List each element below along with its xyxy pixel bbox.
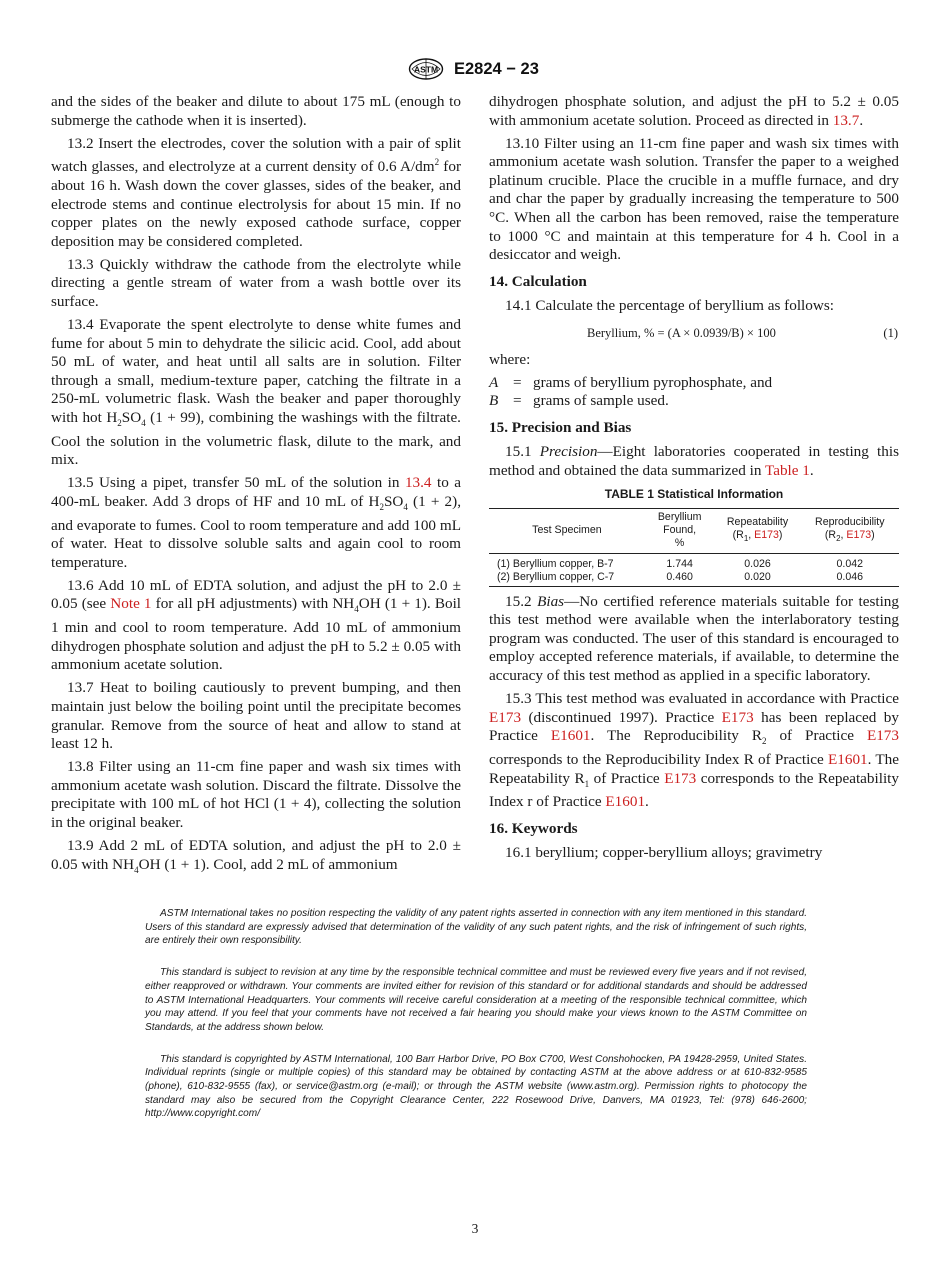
column-header-reproducibility: Reproducibility ($R_2$, E173)	[801, 508, 899, 553]
link-e173[interactable]: E173	[664, 769, 697, 787]
table-row	[489, 553, 899, 571]
table-row	[489, 571, 899, 587]
table-title: TABLE 1 Statistical Information	[604, 487, 784, 502]
paragraph-14-1: 14.1 Calculate the percentage of beryllium as follows:	[505, 297, 834, 315]
paragraph-13-9-continued: dihydrogen phosphate solution, and adjust the pH to 5.2 ± 0.05 with ammonium acetate solution. Proceed as directed in 13.7.	[489, 93, 899, 129]
equation-text: Beryllium, % = (A × 0.0939/B) × 100	[587, 325, 776, 340]
patent-notice: ASTM International takes no position respecting the validity of any patent rights asserted in connection with any item mentioned in this standard. Users of this standard are expressly advised that determination of the validity of any such patent rights, and the risk of infringement of such rights, are entirely their own responsibility.	[145, 908, 807, 947]
astm-notices	[145, 907, 807, 1139]
link-13-7[interactable]: 13.7	[832, 111, 860, 129]
section-heading-calculation: 14. Calculation	[489, 272, 587, 290]
link-13-4[interactable]: 13.4	[404, 474, 432, 492]
standard-designation: E2824 − 23	[454, 60, 539, 78]
link-e1601[interactable]: E1601	[550, 727, 591, 745]
cell-repeatability: 0.020	[714, 571, 800, 587]
cell-found: 1.744	[666, 557, 693, 570]
cell-specimen: (1) Beryllium copper, B-7	[497, 557, 614, 570]
cell-repeatability: 0.026	[744, 557, 771, 570]
paragraph-13-3: 13.3 Quickly withdraw the cathode from the electrolyte while directing a gentle stream of water from a wash bottle over its surface.	[51, 255, 461, 310]
paragraph-13-6: 13.6 Add 10 mL of EDTA solution, and adjust the pH to 2.0 ± 0.05 (see Note 1 for all pH adjustments) with $NH_4OH$ (1 + 1). Boil 1 min and cool to room temperature. Add 10 mL of ammonium dihydrogen phosphate solution and adjust the pH to 5.2 ± 0.05 with ammonium acetate solution.	[51, 576, 462, 674]
variable-a-definition: A = grams of beryllium pyrophosphate, and	[489, 373, 773, 391]
page-number: 3	[471, 1221, 479, 1236]
equation-number: (1)	[883, 325, 898, 340]
paragraph-13-9: 13.9 Add 2 mL of EDTA solution, and adjust the pH to 2.0 ± 0.05 with $NH_4OH$ (1 + 1). Cool, add 2 mL of ammonium	[51, 837, 461, 875]
link-e173[interactable]: E173	[866, 727, 899, 745]
paragraph-13-8: 13.8 Filter using an 11-cm fine paper and wash six times with ammonium acetate wash solution. Discard the filtrate. Dissolve the precipitate with 100 mL of hot HCl (1 + 4), collecting the solution in the original beaker.	[51, 758, 461, 832]
variable-b-definition: B = grams of sample used.	[489, 392, 669, 410]
paragraph-15-3: 15.3 This test method was evaluated in accordance with Practice E173 (discontinued 1997). Practice E173 has been replaced by Practice E1601. The Reproducibility $R_2$ of Practice E173 corresponds to the Reproducibility Index R of Practice E1601. The Repeatability $R_1$ of Practice E173 corresponds to the Repeatability Index r of Practice E1601.	[489, 690, 899, 811]
link-e1601[interactable]: E1601	[605, 793, 646, 811]
paragraph-13-4: 13.4 Evaporate the spent electrolyte to dense white fumes and fume for about 5 min to dehydrate the silicic acid. Cool, add about 50 mL of water, and heat until all salts are in solution. Filter through a small, medium-texture paper, catching the filtrate in a 250-mL volumetric flask. Wash the beaker and paper thoroughly with hot $H_2SO_4$ (1 + 99), combining the washings with the filtrate. Cool the solution in the volumetric flask, dilute to the mark, and mix.	[51, 316, 461, 469]
link-table-1[interactable]: Table 1	[764, 462, 810, 479]
column-header-specimen: Test Specimen	[489, 508, 645, 553]
logo-text: ASTM	[413, 64, 439, 75]
paragraph-13-10: 13.10 Filter using an 11-cm fine paper and wash six times with ammonium acetate wash solution. Transfer the paper to a weighed platinum crucible. Place the crucible in a muffle furnace, and dry and char the paper by gradually increasing the temperature to 500 °C. When all the carbon has been removed, raise the temperature to 1000 °C and maintain at this temperature for 4 h. Cool in a desiccator and weigh.	[489, 134, 899, 264]
page-header	[0, 58, 950, 82]
link-e173-header[interactable]: E173	[754, 528, 779, 541]
cell-reproducibility: 0.042	[836, 557, 864, 570]
link-e173-header-2[interactable]: E173	[846, 528, 872, 541]
column-header-repeatability: Repeatability ($R_1$, E173)	[714, 508, 800, 553]
cell-reproducibility: 0.046	[801, 571, 899, 587]
astm-logo	[408, 58, 444, 80]
link-note-1[interactable]: Note 1	[110, 595, 152, 613]
equation-1	[489, 321, 899, 343]
paragraph-15-1: 15.1 Precision—Eight laboratories cooperated in testing this method and obtained the data summarized in Table 1.	[489, 443, 899, 479]
statistical-information-table	[489, 508, 899, 587]
revision-notice: This standard is subject to revision at any time by the responsible technical committee and must be reviewed every five years and if not revised, either reapproved or withdrawn. Your comments are invited either for revision of this standard or for additional standards and should be addressed to ASTM International Headquarters. Your comments will receive careful consideration at a meeting of the responsible technical committee, which you may attend. If you feel that your comments have not received a fair hearing you should make your views known to the ASTM Committee on Standards, at the address shown below.	[145, 967, 807, 1033]
cell-found: 0.460	[645, 571, 715, 587]
right-column	[489, 93, 899, 867]
paragraph-15-2: 15.2 Bias—No certified reference materials suitable for testing this test method were available when the interlaboratory testing program was conducted. The user of this standard is encouraged to employ accepted reference materials, if available, to determine the accuracy of this test method as applied in a specific laboratory.	[489, 592, 899, 685]
paragraph-16-1: 16.1 beryllium; copper-beryllium alloys; gravimetry	[505, 844, 823, 862]
section-heading-keywords: 16. Keywords	[489, 819, 578, 837]
left-column	[51, 93, 461, 884]
cell-specimen: (2) Beryllium copper, C-7	[489, 571, 645, 587]
copyright-notice: This standard is copyrighted by ASTM International, 100 Barr Harbor Drive, PO Box C700, West Conshohocken, PA 19428-2959, United States. Individual reprints (single or multiple copies) of this standard may be obtained by contacting ASTM at the above address or at 610-832-9585 (phone), 610-832-9555 (fax), or service@astm.org (e-mail); or through the ASTM website (www.astm.org). Permission rights to photocopy the standard may also be secured from the Copyright Clearance Center, 222 Rosewood Drive, Danvers, MA 01923, Tel: (978) 646-2600; http://www.copyright.com/	[145, 1053, 807, 1120]
paragraph-13-2: 13.2 Insert the electrodes, cover the solution with a pair of split watch glasses, and electrolyze at a current density of 0.6 $A/dm^2$ for about 16 h. Wash down the cover glasses, sides of the beaker, and electrode stems and continue electrolysis for about 15 min. If no copper plates on the newly exposed cathode surface, copper deposition may be considered completed.	[51, 134, 462, 250]
link-e1601[interactable]: E1601	[828, 750, 868, 768]
column-header-found: Beryllium Found, %	[645, 508, 715, 553]
link-e173[interactable]: E173	[721, 708, 754, 726]
paragraph-13-7: 13.7 Heat to boiling cautiously to prevent bumping, and then maintain just below the boiling point until the precipitate becomes granular. Remove from the source of heat and allow to stand at least 12 h.	[51, 679, 461, 753]
section-heading-precision-bias: 15. Precision and Bias	[489, 418, 632, 436]
paragraph-13-5: 13.5 Using a pipet, transfer 50 mL of the solution in 13.4 to a 400-mL beaker. Add 3 drops of HF and 10 mL of $H_2SO_4$ (1 + 2), and evaporate to fumes. Cool to room temperature and add 100 mL of water. Heat to dissolve soluble salts and again cool to room temperature.	[51, 474, 461, 571]
link-e173[interactable]: E173	[489, 708, 522, 726]
where-label: where:	[489, 350, 531, 368]
paragraph-continued: and the sides of the beaker and dilute to about 175 mL (enough to submerge the cathode when it is inserted).	[51, 93, 461, 129]
